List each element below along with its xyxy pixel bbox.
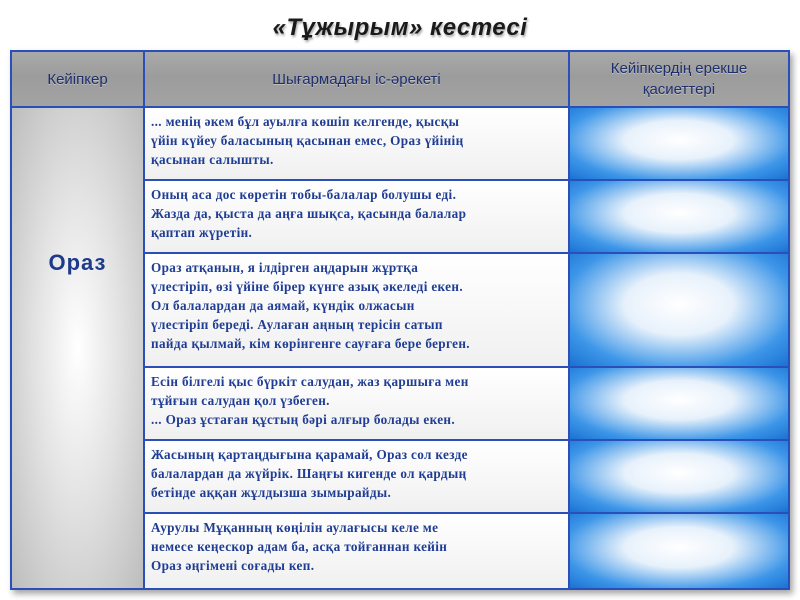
summary-table	[10, 50, 790, 590]
header-traits	[570, 52, 788, 106]
header-traits-line1: Кейіпкердің ерекше	[610, 60, 748, 77]
action-line: балалардан да жүйрік. Шаңғы кигенде ол қардың	[151, 466, 467, 481]
action-line: ... Ораз ұстаған құстың бәрі алғыр болады екен.	[151, 412, 456, 427]
grid-line	[568, 52, 570, 588]
trait-cell-4[interactable]	[570, 368, 788, 439]
grid-line	[145, 512, 788, 514]
action-line: үлестіріп, өзі үйіне бірер күнге азық әкеледі екен.	[151, 279, 463, 294]
character-name-cell	[12, 108, 143, 588]
action-line: немесе кеңескор адам ба, асқа тойғаннан кейін	[151, 539, 448, 554]
character-name: Ораз	[48, 250, 107, 275]
trait-cell-1[interactable]	[570, 108, 788, 179]
header-actions: Шығармадағы іс-әрекеті	[145, 52, 568, 106]
action-line: үлестіріп береді. Аулаған аңның терісін сатып	[151, 317, 443, 332]
trait-cell-5[interactable]	[570, 441, 788, 512]
header-traits-line2: қасиеттері	[642, 81, 716, 98]
action-cell-3	[145, 254, 568, 366]
action-line: үйін күйеу баласының қасынан емес, Ораз үйінің	[151, 133, 464, 148]
trait-cell-2[interactable]	[570, 181, 788, 252]
action-line: Жасының қартаңдығына қарамай, Ораз сол кезде	[151, 447, 468, 462]
grid-line	[143, 52, 145, 588]
action-line: Оның аса дос көретін тобы-балалар болушы еді.	[151, 187, 457, 202]
action-line: қаптап жүретін.	[151, 225, 253, 240]
slide-title: «Тұжырым» кестесі	[272, 14, 528, 41]
grid-line	[145, 439, 788, 441]
action-line: Аурулы Мұқанның көңілін аулағысы келе ме	[151, 520, 439, 535]
action-line: Есін білгелі қыс бүркіт салудан, жаз қаршығa мен	[151, 374, 469, 389]
action-cell-2	[145, 181, 568, 252]
action-line: Ораз атқанын, я ілдірген аңдарын жұртқа	[151, 260, 419, 275]
action-line: Жазда да, қыста да аңға шықса, қасында балалар	[151, 206, 467, 221]
action-cell-5	[145, 441, 568, 512]
trait-cell-6[interactable]	[570, 514, 788, 588]
grid-line	[145, 252, 788, 254]
action-cell-4	[145, 368, 568, 439]
action-line: тұйғын салудан қол үзбеген.	[151, 393, 330, 408]
grid-line	[145, 366, 788, 368]
grid-line	[145, 179, 788, 181]
action-line: Ол балалардан да аямай, күндік олжасын	[151, 298, 415, 313]
action-line: ... менің әкем бұл ауылға көшіп келгенде, қысқы	[151, 114, 460, 129]
trait-cell-3[interactable]	[570, 254, 788, 366]
action-cell-1	[145, 108, 568, 179]
header-character: Кейіпкер	[12, 52, 143, 106]
action-line: Ораз әңгімені соғады кеп.	[151, 558, 315, 573]
action-line: пайда қылмай, кім көрінгенге сауғаға бере берген.	[151, 336, 470, 351]
action-line: бетінде аққан жұлдызша зымырайды.	[151, 485, 392, 500]
grid-line	[12, 106, 788, 108]
action-line: қасынан салышты.	[151, 152, 274, 167]
action-cell-6	[145, 514, 568, 588]
